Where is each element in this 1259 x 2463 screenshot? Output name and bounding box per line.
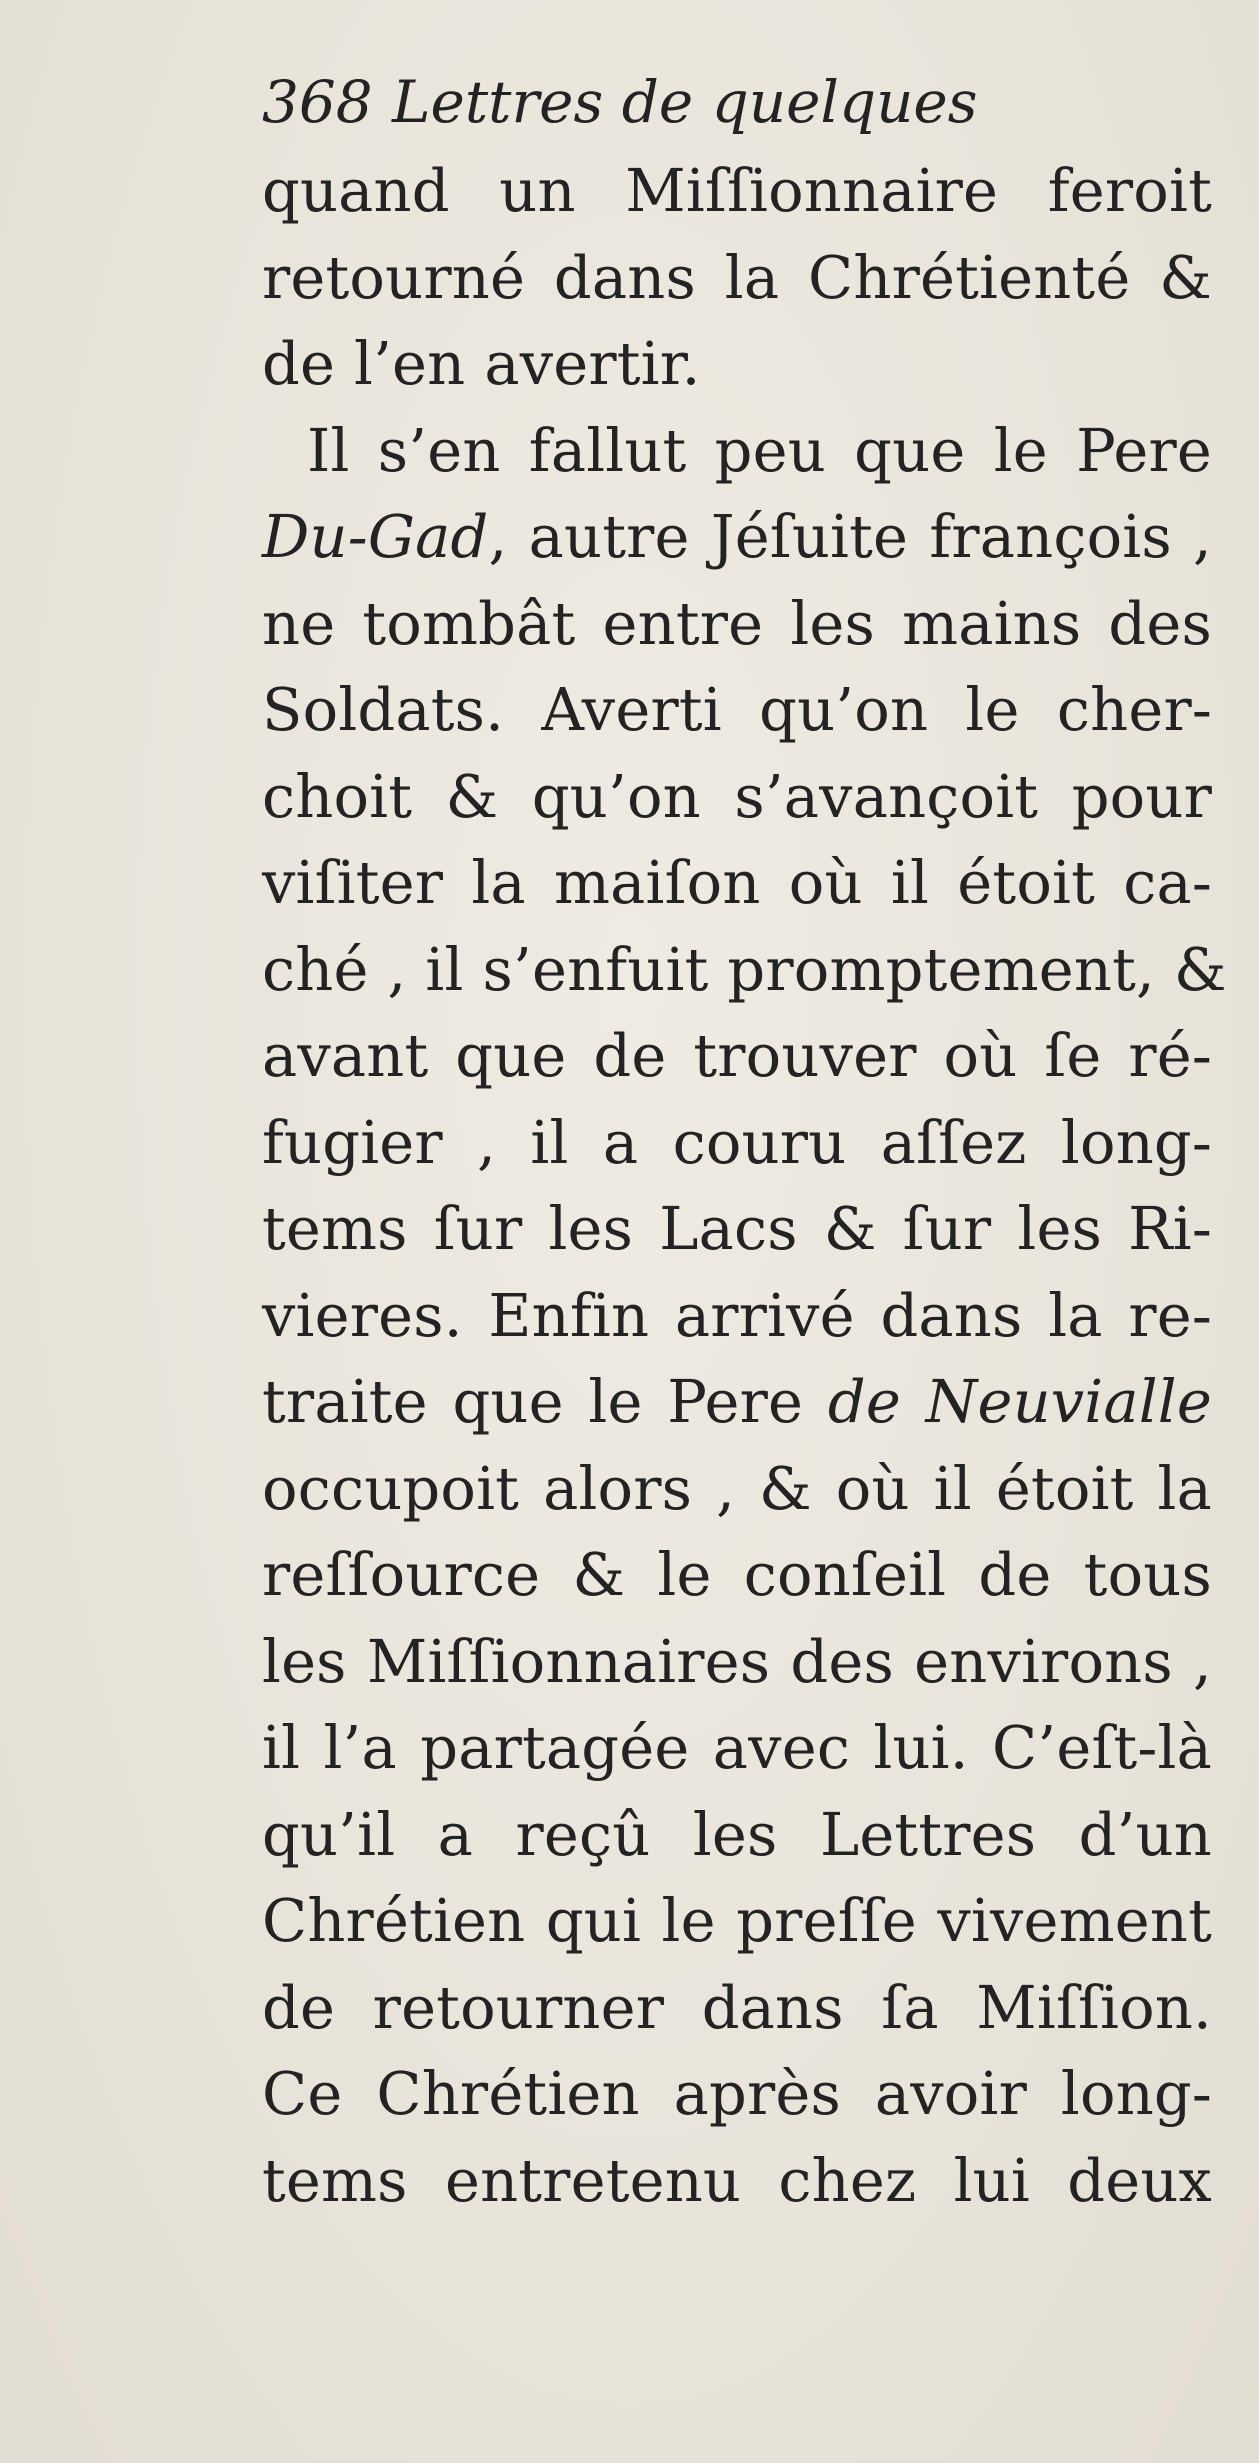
text-run: , autre Jéſuite françois , <box>488 502 1212 571</box>
text-line: qu’il a reçû les Lettres d’un <box>262 1799 1212 1869</box>
running-head <box>262 62 978 142</box>
text-line: reſſource & le conſeil de tous <box>262 1540 1212 1609</box>
text-line: Chrétien qui le preſſe vivement <box>262 1886 1212 1955</box>
text-line: Ce Chrétien après avoir long- <box>262 2059 1212 2128</box>
text-line: les Miſſionnaires des environs , <box>262 1626 1212 1696</box>
text-line: il l’a partagée avec lui. C’eſt-là <box>262 1713 1212 1782</box>
text-line: vieres. Enfin arrivé dans la re- <box>262 1280 1212 1350</box>
text-line: ché , il s’enfuit promptement, & <box>262 934 1227 1004</box>
text-line: de retourner dans ſa Miſſion. <box>262 1972 1212 2042</box>
text-line: occupoit alors , & où il étoit la <box>262 1453 1212 1523</box>
text-line: ne tombât entre les mains des <box>262 588 1212 658</box>
running-title: Lettres de quelques <box>392 68 978 136</box>
text-line: choit & qu’on s’avançoit pour <box>262 761 1212 831</box>
paragraph-start-line: Il s’en fallut peu que le Pere <box>307 415 1212 485</box>
text-line: avant que de trouver où ſe ré- <box>262 1021 1212 1090</box>
text-line: viſiter la maiſon où il étoit ca- <box>262 848 1212 917</box>
page-number: 368 <box>262 68 373 136</box>
italic-name: Du-Gad <box>262 502 489 571</box>
text-line <box>262 1359 1212 1446</box>
text-line: quand un Miſſionnaire feroit <box>262 156 1212 225</box>
text-line: Soldats. Averti qu’on le cher- <box>262 675 1212 744</box>
text-line <box>262 494 1212 581</box>
text-line: retourné dans la Chrétienté & <box>262 242 1212 312</box>
text-line: fugier , il a couru aſſez long- <box>262 1107 1212 1177</box>
italic-name: de Neuvialle <box>827 1367 1212 1436</box>
text-run: traite que le Pere <box>262 1367 828 1436</box>
text-line: tems ſur les Lacs & ſur les Ri- <box>262 1194 1212 1263</box>
text-line: tems entretenu chez lui deux <box>262 2145 1212 2215</box>
body-text <box>262 148 1227 2224</box>
text-line: de l’en avertir. <box>262 329 701 398</box>
